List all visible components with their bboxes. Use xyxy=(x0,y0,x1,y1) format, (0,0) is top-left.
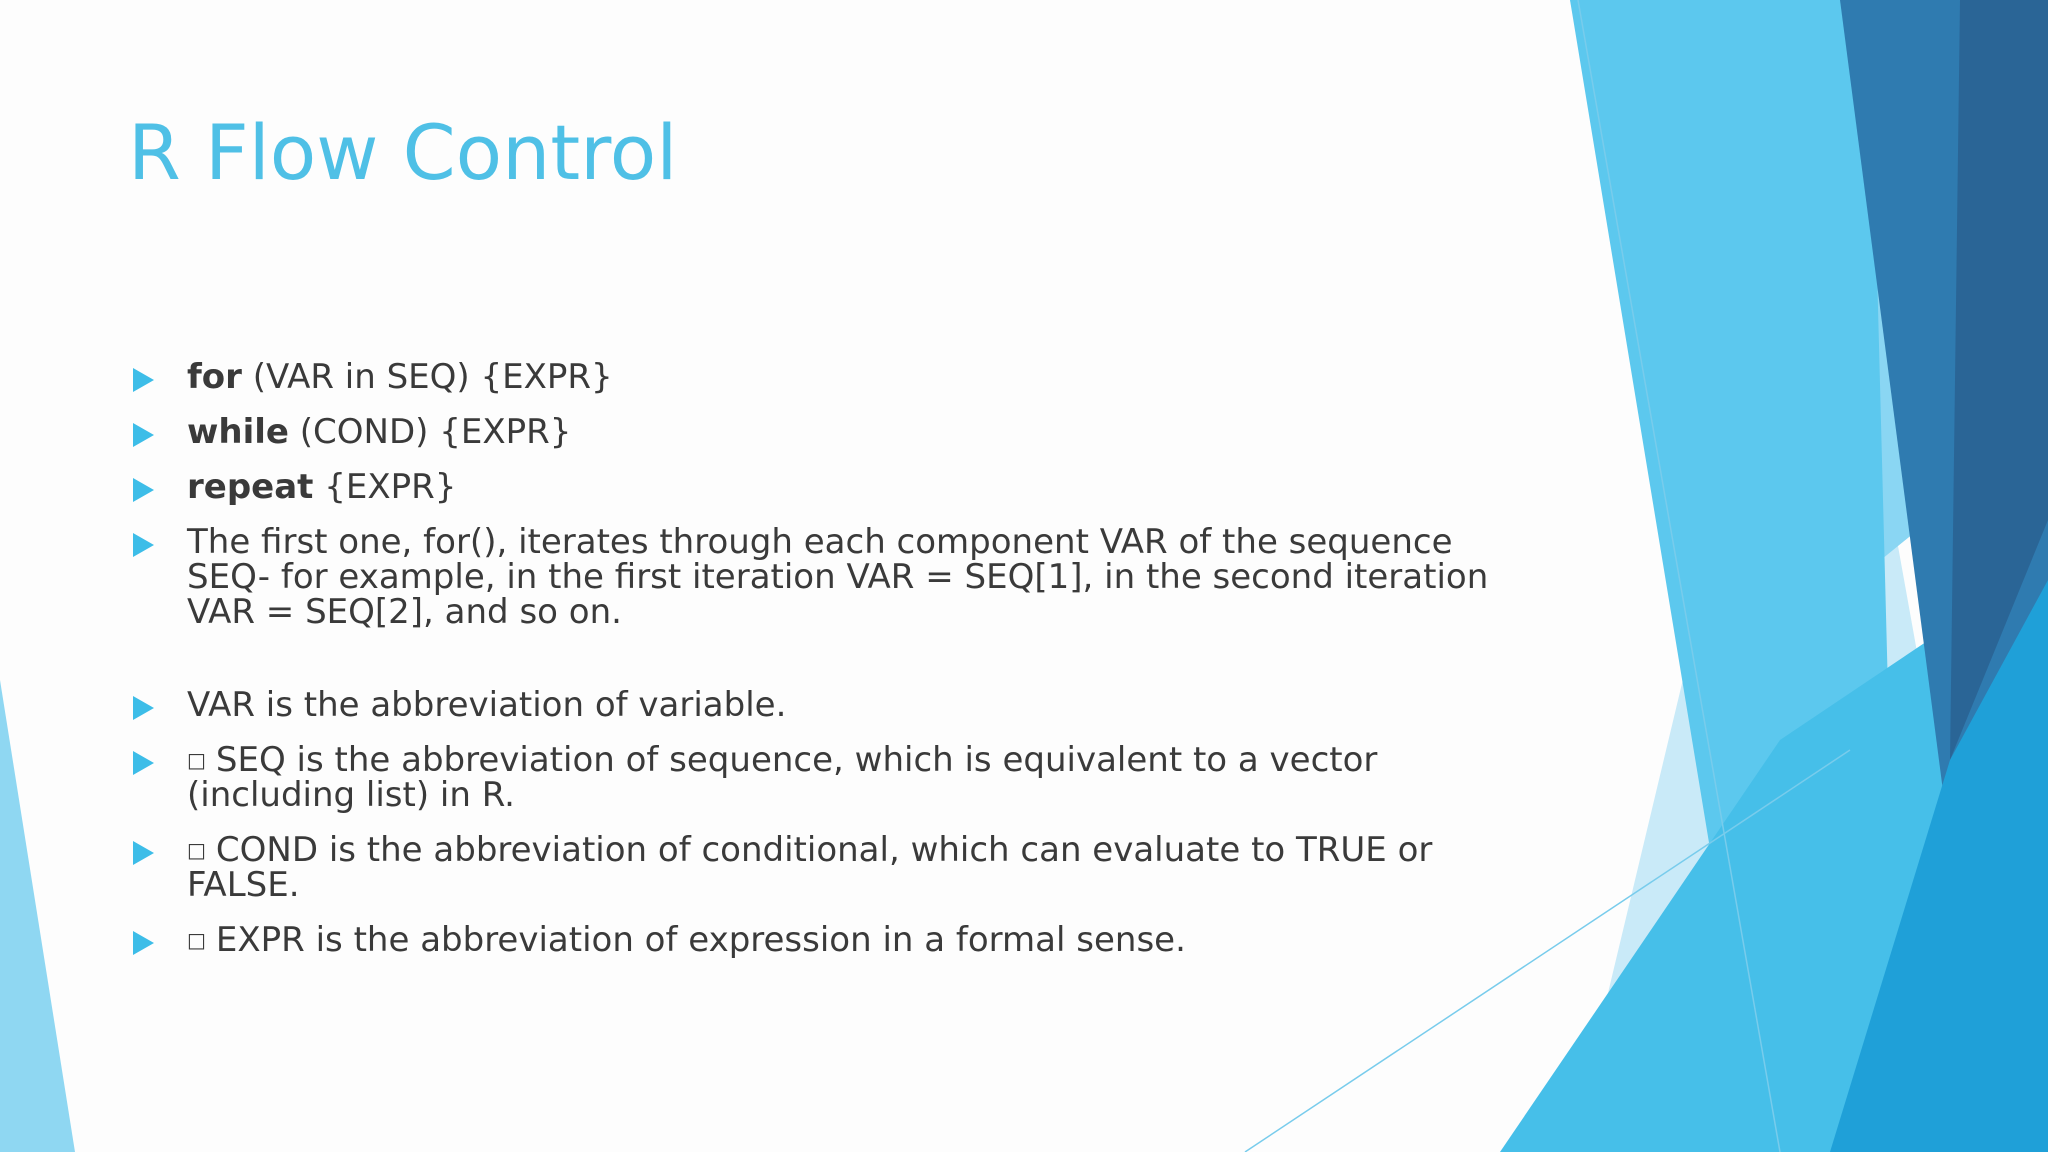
keyword: for xyxy=(187,357,242,397)
bullet-text: {EXPR} xyxy=(313,467,457,507)
bullet-item-for xyxy=(130,357,1510,397)
triangle-arrow-icon xyxy=(133,841,154,865)
triangle-arrow-icon xyxy=(133,931,154,955)
hollow-square-icon: □ xyxy=(187,748,206,772)
bullet-text: SEQ is the abbreviation of sequence, which is equivalent to a vector (including list) in R. xyxy=(187,740,1378,815)
left-edge-shape xyxy=(0,680,75,1152)
bullet-list xyxy=(130,357,1510,978)
triangle-arrow-icon xyxy=(133,423,154,447)
keyword: repeat xyxy=(187,467,314,507)
triangle-arrow-icon xyxy=(133,696,154,720)
bullet-text: The first one, for(), iterates through each component VAR of the sequence SEQ- for example, in the first iteration VAR = SEQ[1], in the second iteration VAR = SEQ[2], and so on. xyxy=(187,522,1489,632)
bullet-text: EXPR is the abbreviation of expression in a formal sense. xyxy=(215,920,1186,960)
triangle-arrow-icon xyxy=(133,368,154,392)
bullet-item-for-explanation xyxy=(130,522,1510,632)
bullet-item-var xyxy=(130,685,1510,725)
bullet-text: (COND) {EXPR} xyxy=(288,412,572,452)
bullet-text: VAR is the abbreviation of variable. xyxy=(187,685,787,725)
bullet-item-cond xyxy=(130,830,1510,905)
bullet-item-expr xyxy=(130,920,1510,960)
bullet-item-seq xyxy=(130,740,1510,815)
slide-title: R Flow Control xyxy=(128,108,678,197)
bullet-text: (VAR in SEQ) {EXPR} xyxy=(241,357,613,397)
bullet-text: COND is the abbreviation of conditional, which can evaluate to TRUE or FALSE. xyxy=(187,830,1433,905)
triangle-arrow-icon xyxy=(133,751,154,775)
triangle-arrow-icon xyxy=(133,478,154,502)
keyword: while xyxy=(187,412,289,452)
bullet-item-repeat xyxy=(130,467,1510,507)
hollow-square-icon: □ xyxy=(187,928,206,952)
bullet-item-while xyxy=(130,412,1510,452)
hollow-square-icon: □ xyxy=(187,838,206,862)
triangle-arrow-icon xyxy=(133,533,154,557)
